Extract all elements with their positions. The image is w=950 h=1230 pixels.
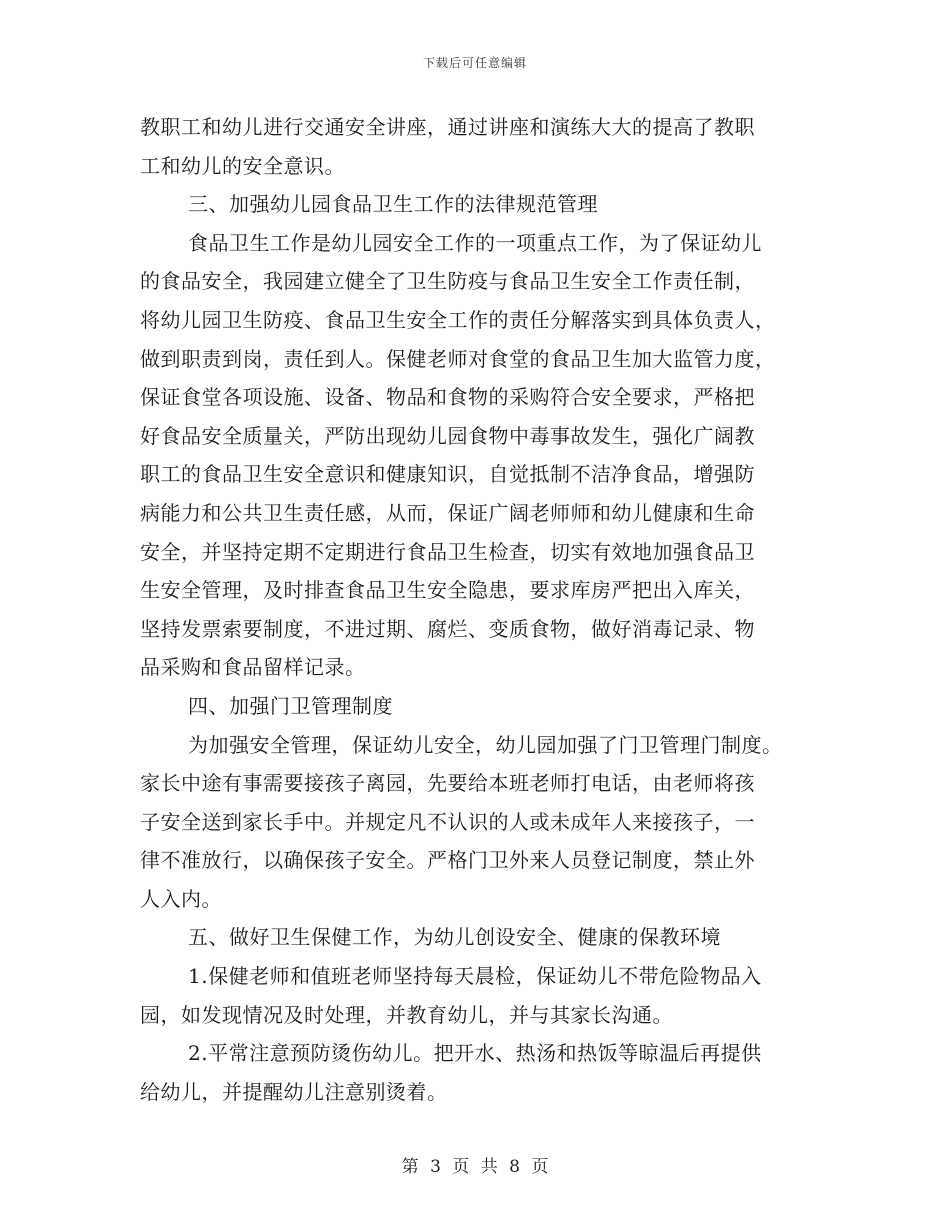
body-line: 安全，并坚持定期不定期进行食品卫生检查，切实有效地加强食品卫 — [140, 539, 755, 564]
body-line: 为加强安全管理，保证幼儿安全，幼儿园加强了门卫管理门制度。 — [188, 732, 783, 757]
body-line: 子安全送到家长手中。并规定凡不认识的人或未成年人来接孩子，一 — [140, 809, 755, 834]
body-line: 给幼儿，并提醒幼儿注意别烫着。 — [140, 1079, 448, 1104]
section-heading: 五、做好卫生保健工作，为幼儿创设安全、健康的保教环境 — [188, 925, 721, 950]
body-line: 坚持发票索要制度，不进过期、腐烂、变质食物，做好消毒记录、物 — [140, 616, 755, 641]
body-line: 食品卫生工作是幼儿园安全工作的一项重点工作，为了保证幼儿 — [188, 230, 762, 255]
body-line: 生安全管理，及时排查食品卫生安全隐患，要求库房严把出入库关， — [140, 578, 755, 603]
body-line: 职工的食品卫生安全意识和健康知识，自觉抵制不洁净食品，增强防 — [140, 462, 755, 487]
body-line: 将幼儿园卫生防疫、食品卫生安全工作的责任分解落实到具体负责人， — [140, 307, 776, 332]
body-line: 教职工和幼儿进行交通安全讲座，通过讲座和演练大大的提高了教职 — [140, 115, 755, 139]
body-line: 病能力和公共卫生责任感，从而，保证广阔老师师和幼儿健康和生命 — [140, 500, 755, 525]
body-line: 家长中途有事需要接孩子离园，先要给本班老师打电话，由老师将孩 — [140, 771, 755, 796]
header-note: 下载后可任意编辑 — [422, 56, 527, 70]
body-line: 1.保健老师和值班老师坚持每天晨检，保证幼儿不带危险物品入 — [188, 964, 762, 989]
body-line: 的食品安全，我园建立健全了卫生防疫与食品卫生安全工作责任制， — [140, 269, 755, 294]
document-body — [140, 108, 820, 1111]
section-heading: 三、加强幼儿园食品卫生工作的法律规范管理 — [188, 192, 598, 217]
body-line: 做到职责到岗，责任到人。保健老师对食堂的食品卫生加大监管力度， — [140, 346, 776, 371]
body-line: 工和幼儿的安全意识。 — [140, 153, 345, 178]
body-line: 人入内。 — [140, 886, 222, 911]
body-line: 品采购和食品留样记录。 — [140, 655, 366, 680]
body-line: 好食品安全质量关，严防出现幼儿园食物中毒事故发生，强化广阔教 — [140, 423, 755, 448]
body-line: 保证食堂各项设施、设备、物品和食物的采购符合安全要求，严格把 — [140, 385, 755, 410]
section-heading: 四、加强门卫管理制度 — [188, 693, 393, 718]
body-line: 2.平常注意预防烫伤幼儿。把开水、热汤和热饭等晾温后再提供 — [188, 1041, 762, 1066]
page-number: 第 3 页 共 8 页 — [401, 1157, 549, 1177]
body-line: 律不准放行，以确保孩子安全。严格门卫外来人员登记制度，禁止外 — [140, 848, 755, 873]
body-line: 园，如发现情况及时处理，并教育幼儿，并与其家长沟通。 — [140, 1002, 673, 1027]
